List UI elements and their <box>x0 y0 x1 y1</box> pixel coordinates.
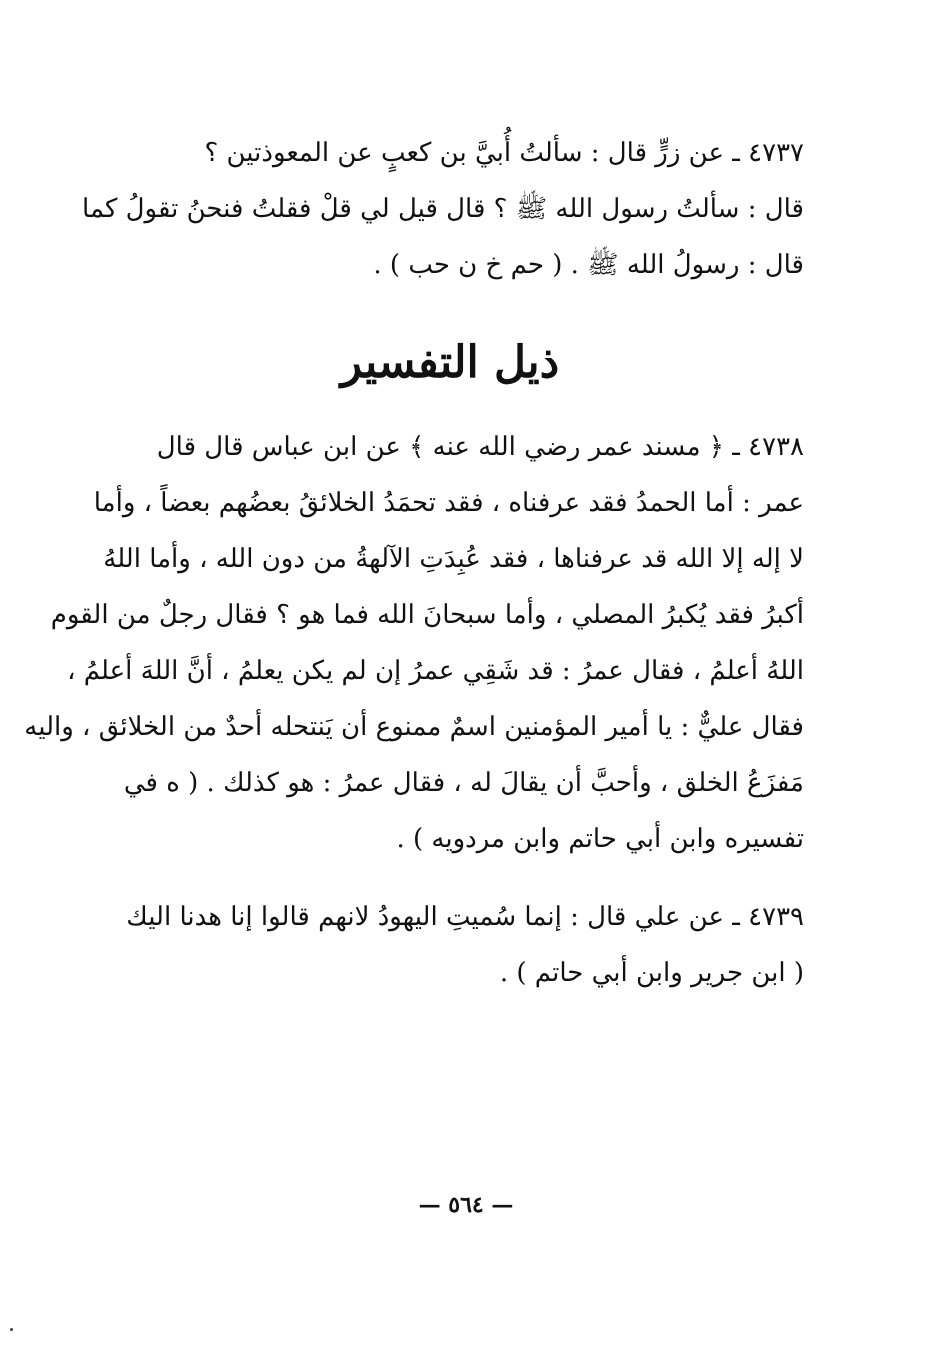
text-line: فقال عليٌّ : يا أمير المؤمنين اسمٌ ممنوع أن يَنتحله أحدٌ من الخلائق ، واليه <box>24 712 804 742</box>
section-heading: ذيل التفسير <box>340 337 560 388</box>
text-line: قال : رسولُ الله ﷺ . ( حم خ ن حب ) . <box>373 250 804 280</box>
scan-speck <box>10 1328 13 1331</box>
text-line: ٤٧٣٨ ـ ﴿ مسند عمر رضي الله عنه ﴾ عن ابن عباس قال قال <box>156 432 804 462</box>
text-line: اللهُ أعلمُ ، فقال عمرُ : قد شَقِي عمرُ إن لم يكن يعلمُ ، أنَّ اللهَ أعلمُ ، <box>67 656 804 686</box>
entry-4737 <box>82 125 804 293</box>
text-line: لا إله إلا الله قد عرفناها ، فقد عُبِدَتِ الآلهةُ من دون الله ، وأما اللهُ <box>103 544 804 574</box>
page-number: — ٥٦٤ — <box>418 1192 514 1218</box>
entry-4738 <box>24 419 804 867</box>
text-line: أكبرُ فقد يُكبرُ المصلي ، وأما سبحانَ الله فما هو ؟ فقال رجلٌ من القوم <box>50 600 804 630</box>
text-line: ٤٧٣٧ ـ عن زرٍّ قال : سألتُ أُبيَّ بن كعبٍ عن المعوذتين ؟ <box>204 138 804 168</box>
entry-4739 <box>96 889 804 1001</box>
text-line: ٤٧٣٩ ـ عن علي قال : إنما سُميتِ اليهودُ لانهم قالوا إنا هدنا اليك <box>126 902 804 932</box>
page-body <box>24 125 804 1001</box>
text-line: عمر : أما الحمدُ فقد عرفناه ، فقد تحمَدُ الخلائقُ بعضُهم بعضاً ، وأما <box>93 488 804 518</box>
text-line: ( ابن جرير وابن أبي حاتم ) . <box>499 958 804 988</box>
text-line: مَفزَعُ الخلق ، وأحبَّ أن يقالَ له ، فقال عمرُ : هو كذلك . ( ه في <box>123 768 804 798</box>
text-line: قال : سألتُ رسول الله ﷺ ؟ قال قيل لي قلْ فقلتُ فنحنُ تقولُ كما <box>82 194 804 224</box>
spacer <box>96 867 804 889</box>
text-line: تفسيره وابن أبي حاتم وابن مردويه ) . <box>396 824 804 854</box>
